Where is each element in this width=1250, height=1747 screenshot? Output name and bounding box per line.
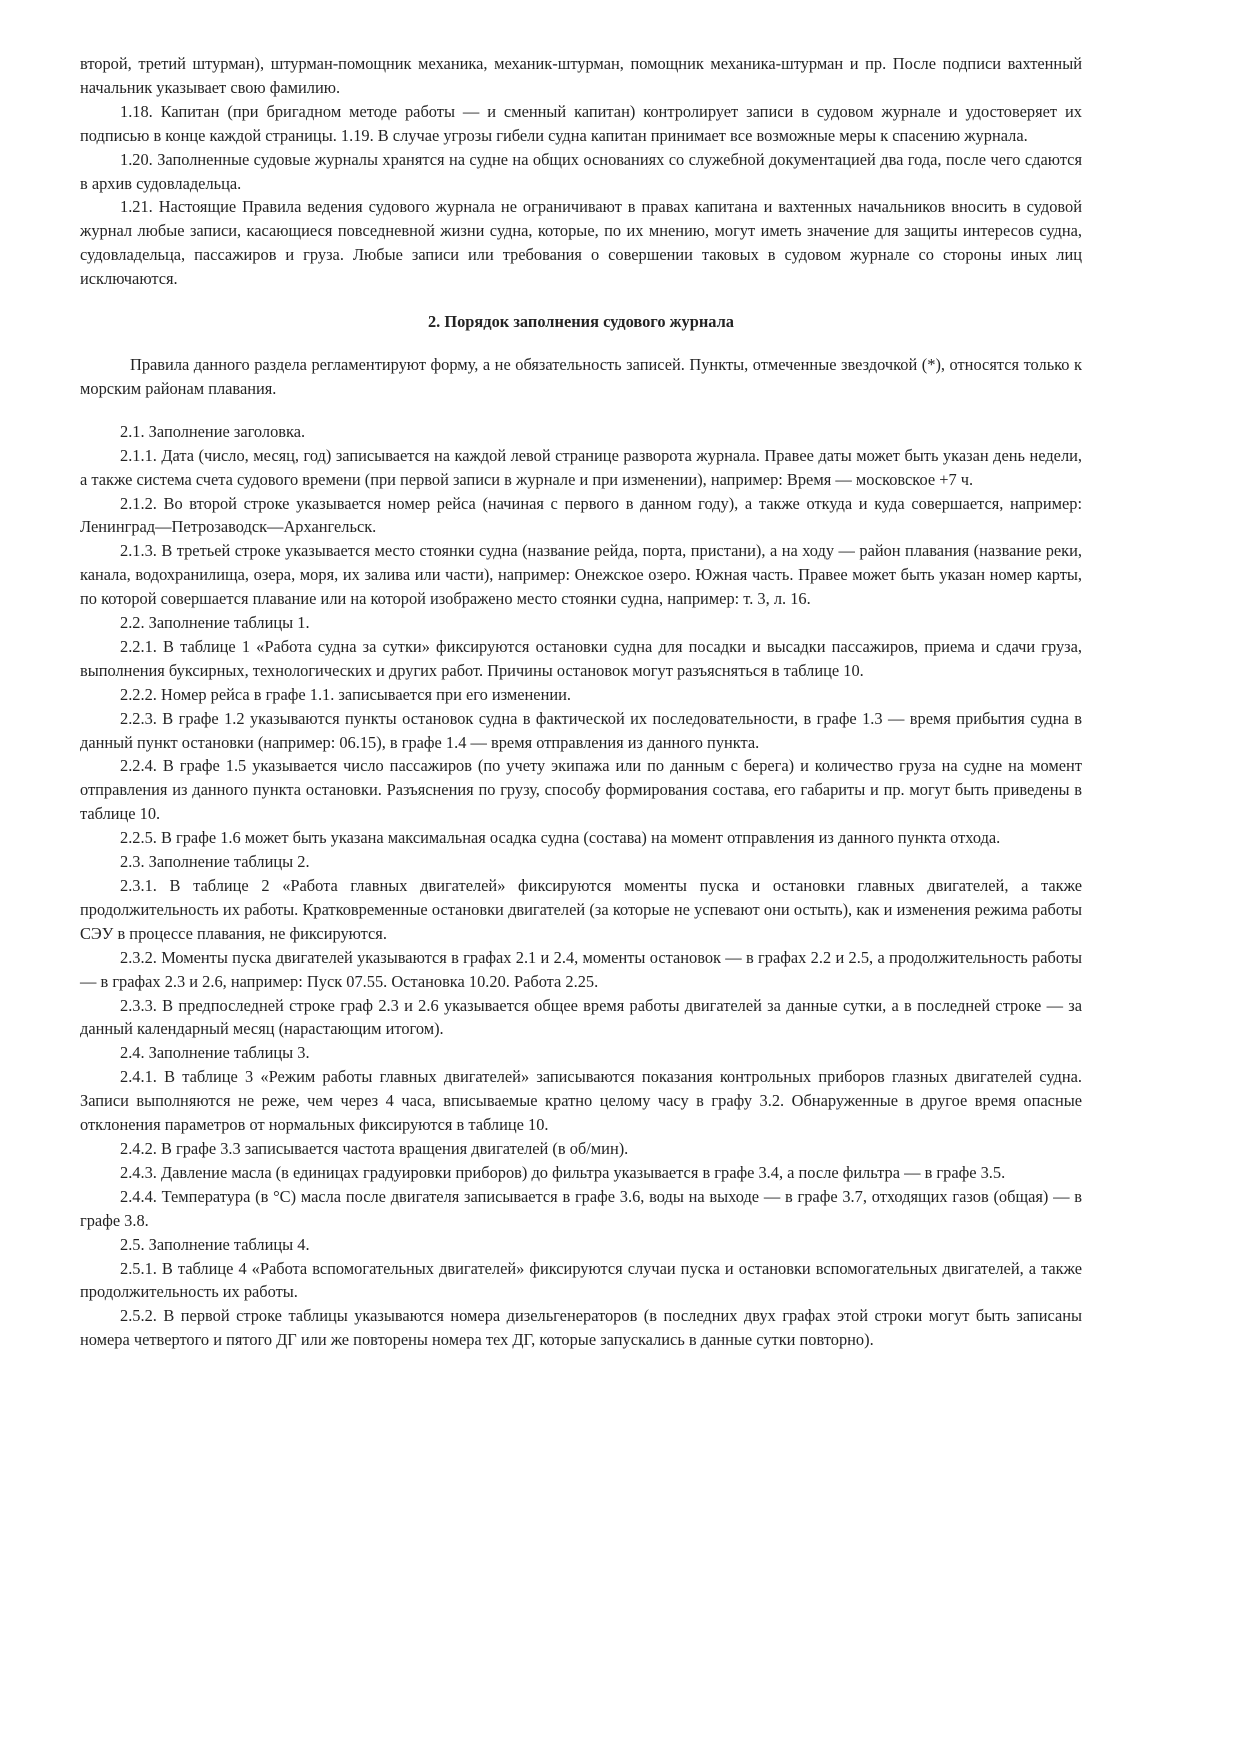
paragraph-2-4-4: 2.4.4. Температура (в °С) масла после двигателя записывается в графе 3.6, воды на выходе — в графе 3.7, отходящих газов (общая) — в графе 3.8. [80,1186,1082,1230]
paragraph-2-4: 2.4. Заполнение таблицы 3. [120,1043,310,1063]
paragraph-2-1-3: 2.1.3. В третьей строке указывается место стоянки судна (название рейда, порта, пристани), а на ходу — район плавания (название реки, канала, водохранилища, озера, моря, их залива или части), например: Онежское озеро. Южная часть. Правее может быть указан номер карты, по которой совершается плавание или на которой изображено место стоянки судна, например: т. 3, л. 16. [80,541,1082,609]
paragraph-2-5: 2.5. Заполнение таблицы 4. [120,1234,310,1254]
paragraph-2-2-4: 2.2.4. В графе 1.5 указывается число пассажиров (по учету экипажа или по данным с берега) и количество груза на судне на момент отправления из данного пункта остановки. Разъяснения по грузу, способу формирования состава, его габариты и пр. могут быть приведены в таблице 10. [80,756,1082,824]
paragraph-1-21: 1.21. Настоящие Правила ведения судового журнала не ограничивают в правах капитана и вахтенных начальников вносить в судовой журнал любые записи, касающиеся повседневной жизни судна, которые, по их мнению, могут иметь значение для защиты интересов судна, судовладельца, пассажиров и груза. Любые записи или требования о совершении таковых в судовом журнале со стороны иных лиц исключаются. [80,197,1082,289]
paragraph-1-18: 1.18. Капитан (при бригадном методе работы — и сменный капитан) контролирует записи в судовом журнале и удостоверяет их подписью в конце каждой страницы. 1.19. В случае угрозы гибели судна капитан принимает все возможные меры к спасению журнала. [80,101,1082,145]
section-heading: 2. Порядок заполнения судового журнала [427,312,735,332]
paragraph-2-4-2: 2.4.2. В графе 3.3 записывается частота вращения двигателей (в об/мин). [120,1138,629,1158]
paragraph-2-2-5: 2.2.5. В графе 1.6 может быть указана максимальная осадка судна (состава) на момент отправления из данного пункта отхода. [120,828,1001,848]
paragraph-2-3-3: 2.3.3. В предпоследней строке граф 2.3 и 2.6 указывается общее время работы двигателей за данные сутки, а в последней строке — за данный календарный месяц (нарастающим итогом). [80,995,1082,1039]
document-page [80,52,1082,1352]
paragraph-2-2: 2.2. Заполнение таблицы 1. [120,613,310,633]
paragraph-2-3-2: 2.3.2. Моменты пуска двигателей указываются в графах 2.1 и 2.4, моменты остановок — в графах 2.2 и 2.5, а продолжительность работы — в графах 2.3 и 2.6, например: Пуск 07.55. Остановка 10.20. Работа 2.25. [80,947,1082,991]
section-intro: Правила данного раздела регламентируют форму, а не обязательность записей. Пункты, отмеченные звездочкой (*), относятся только к морским районам плавания. [80,354,1082,398]
paragraph-2-1: 2.1. Заполнение заголовка. [120,421,306,441]
paragraph-2-4-3: 2.4.3. Давление масла (в единицах градуировки приборов) до фильтра указывается в графе 3.4, а после фильтра — в графе 3.5. [120,1162,1006,1182]
paragraph-2-5-1: 2.5.1. В таблице 4 «Работа вспомогательных двигателей» фиксируются случаи пуска и остановки вспомогательных двигателей, а также продолжительность их работы. [80,1258,1082,1302]
paragraph-2-2-2: 2.2.2. Номер рейса в графе 1.1. записывается при его изменении. [120,684,571,704]
paragraph-2-4-1: 2.4.1. В таблице 3 «Режим работы главных двигателей» записываются показания контрольных приборов глазных двигателей судна. Записи выполняются не реже, чем через 4 часа, вписываемые кратно целому часу в графу 3.2. Обнаруженные в другое время опасные отклонения параметров от нормальных фиксируются в таблице 10. [80,1067,1082,1135]
paragraph-2-3-1: 2.3.1. В таблице 2 «Работа главных двигателей» фиксируются моменты пуска и остановки главных двигателей, а также продолжительность их работы. Кратковременные остановки двигателей (за которые не успевают они остыть), как и изменения режима работы СЭУ в процессе плавания, не фиксируются. [80,876,1082,943]
paragraph-2-2-3: 2.2.3. В графе 1.2 указываются пункты остановок судна в фактической их последовательности, в графе 1.3 — время прибытия судна в данный пункт остановки (например: 06.15), в графе 1.4 — время отправления из данного пункта. [80,708,1082,752]
paragraph-1-20: 1.20. Заполненные судовые журналы хранятся на судне на общих основаниях со служебной документацией два года, после чего сдаются в архив судовладельца. [80,149,1082,193]
paragraph-continuation: второй, третий штурман), штурман-помощник механика, механик-штурман, помощник механика-штурман и пр. После подписи вахтенный начальник указывает свою фамилию. [80,54,1082,97]
paragraph-2-3: 2.3. Заполнение таблицы 2. [120,852,310,872]
paragraph-2-2-1: 2.2.1. В таблице 1 «Работа судна за сутки» фиксируются остановки судна для посадки и высадки пассажиров, приема и сдачи груза, выполнения буксирных, технологических и других работ. Причины остановок могут разъясняться в таблице 10. [80,636,1082,680]
paragraph-2-1-2: 2.1.2. Во второй строке указывается номер рейса (начиная с первого в данном году), а также откуда и куда совершается, например: Ленинград—Петрозаводск—Архангельск. [80,493,1082,537]
paragraph-2-5-2: 2.5.2. В первой строке таблицы указываются номера дизельгенераторов (в последних двух графах этой строки могут быть записаны номера четвертого и пятого ДГ или же повторены номера тех ДГ, которые запускались в данные сутки повторно). [80,1306,1082,1350]
paragraph-2-1-1: 2.1.1. Дата (число, месяц, год) записывается на каждой левой странице разворота журнала. Правее даты может быть указан день недели, а также система счета судового времени (при первой записи в журнале и при изменении), например: Время — московское +7 ч. [80,445,1082,489]
